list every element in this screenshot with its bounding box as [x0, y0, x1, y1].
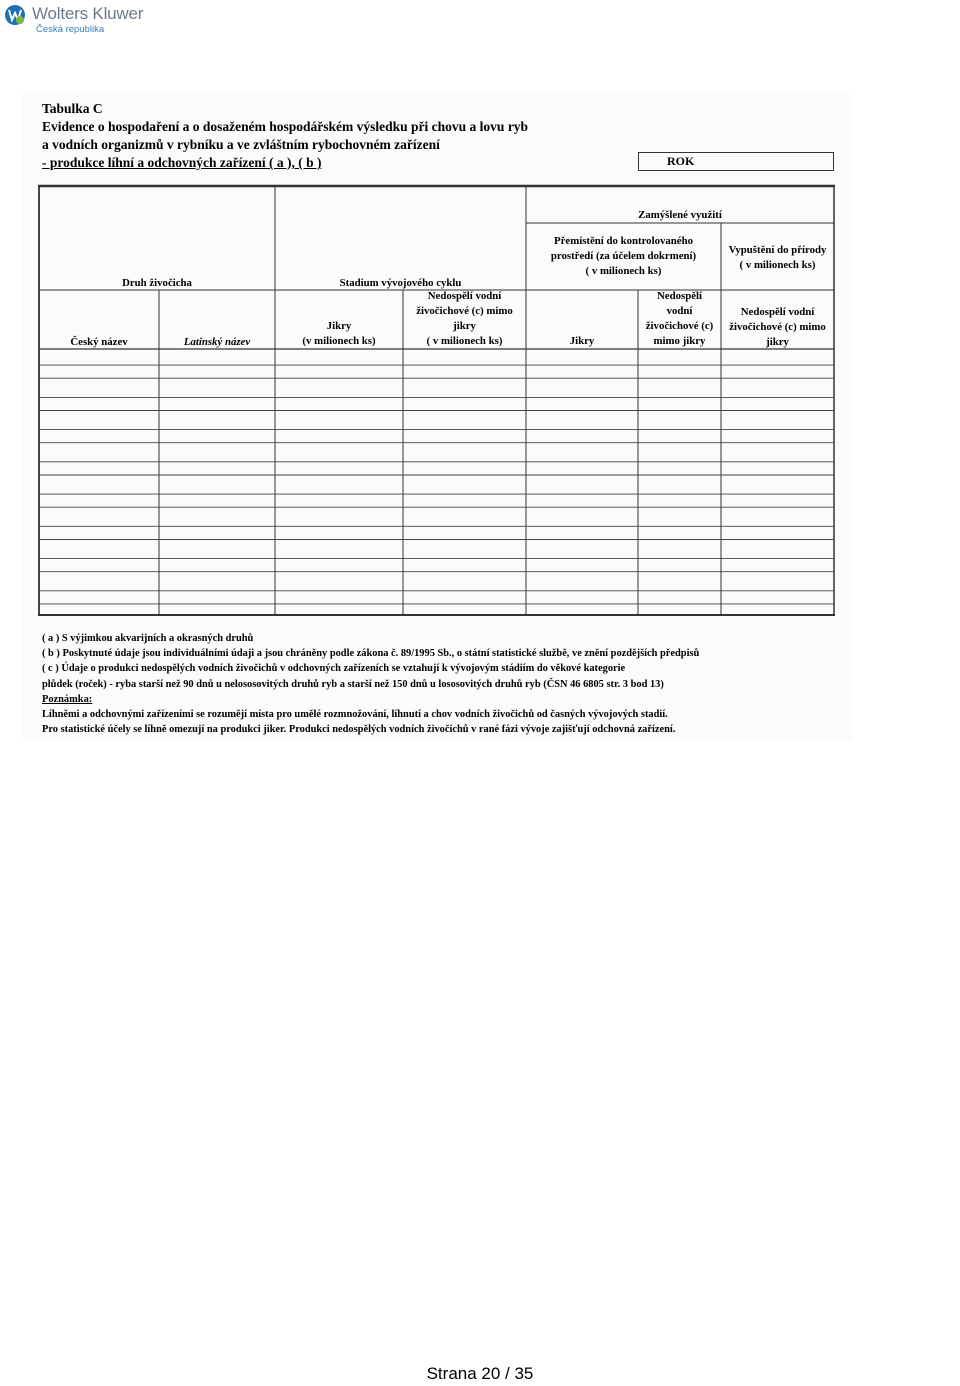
- title-line-4: - produkce líhní a odchovných zařízení ( a ), ( b ): [42, 155, 322, 170]
- header-jikry-1: [275, 319, 403, 349]
- header-jikry-1-line-2: (v milionech ks): [302, 335, 376, 347]
- header-nedospeli-2-line-4: mimo jikry: [653, 335, 706, 347]
- header-nedospeli-3-line-3: jikry: [766, 336, 789, 348]
- footnote-c-continued: plůdek (roček) - ryba starší než 90 dnů u nelososovitých druhů ryb a starší než 150 dnů u lososovitých druhů ryb (ČSN 46 6805 str. 3 bod 13): [42, 678, 664, 690]
- header-premisteni-line-1: Přemístění do kontrolovaného: [554, 235, 693, 247]
- header-jikry-2: Jikry: [569, 335, 595, 347]
- header-premisteni: [526, 234, 721, 279]
- header-jikry-1-line-1: Jikry: [326, 320, 352, 332]
- title-line-3: a vodních organizmů v rybníku a ve zvláštním rybochovném zařízení: [42, 137, 440, 152]
- header-nedospeli-1: [403, 289, 526, 349]
- brand-name: Wolters Kluwer: [32, 4, 144, 23]
- brand-subtitle: Česká republika: [36, 24, 105, 35]
- header-vypusteni: [721, 243, 834, 273]
- note-heading: Poznámka:: [42, 693, 93, 705]
- header-stadium-cyklu: Stadium vývojového cyklu: [339, 277, 462, 289]
- header-nedospeli-2-line-2: vodní: [666, 305, 693, 317]
- header-nedospeli-2-line-1: Nedospělí: [657, 290, 702, 302]
- footnote-c: ( c ) Údaje o produkci nedospělých vodních živočichů v odchovných zařízeních se vztahují k vývojovým stádiím do věkové kategorie: [42, 663, 626, 675]
- header-premisteni-line-2: prostředí (za účelem dokrmení): [550, 250, 697, 262]
- page-number: Strana 20 / 35: [426, 1364, 534, 1383]
- title-line-2: Evidence o hospodaření a o dosaženém hospodářském výsledku při chovu a lovu ryb: [42, 119, 529, 134]
- header-nedospeli-3-line-1: Nedospělí vodní: [740, 306, 815, 318]
- footnote-a: ( a ) S výjimkou akvarijních a okrasných druhů: [42, 633, 254, 644]
- footnotes: [42, 631, 699, 737]
- header-nedospeli-3-line-2: živočichové (c) mimo: [729, 321, 826, 333]
- header-nedospeli-2-line-3: živočichové (c): [645, 320, 714, 332]
- header-nedospeli-1-line-2: živočichové (c) mimo: [416, 305, 513, 317]
- note-line-1: Líhněmi a odchovnými zařízeními se rozumějí místa pro umělé rozmnožování, líhnutí a chov vodních živočichů od časných vývojových stadií.: [42, 709, 668, 721]
- note-line-2: Pro statistické účely se líhně omezují na produkci jiker. Produkci nedospělých vodních živočichů v rané fázi vývoje zajišťují odchovná zařízení.: [42, 724, 676, 736]
- header-druh-zivocicha: Druh živočicha: [122, 277, 192, 289]
- header-nedospeli-1-line-1: Nedospělí vodní: [427, 290, 502, 302]
- rok-label: ROK: [667, 154, 695, 168]
- header-nedospeli-1-line-3: jikry: [453, 320, 476, 332]
- footnote-b: ( b ) Poskytnuté údaje jsou individuálními údaji a jsou chráněny podle zákona č. 89/1995 Sb., o státní statistické službě, ve znění pozdějších předpisů: [42, 648, 700, 660]
- header-premisteni-line-3: ( v milionech ks): [585, 265, 662, 277]
- header-vypusteni-line-2: ( v milionech ks): [739, 259, 816, 271]
- header-nedospeli-1-line-4: ( v milionech ks): [426, 335, 503, 347]
- title-line-1: Tabulka C: [42, 101, 103, 116]
- header-nedospeli-2: [638, 289, 721, 349]
- header-cesky-nazev: Český název: [70, 336, 128, 348]
- header-latinsky-nazev: Latinský název: [183, 336, 251, 348]
- header-nedospeli-3: [721, 305, 834, 350]
- header-zamyslene-vyuziti: Zamýšlené využití: [638, 209, 722, 221]
- header-vypusteni-line-1: Vypuštění do přírody: [728, 244, 827, 256]
